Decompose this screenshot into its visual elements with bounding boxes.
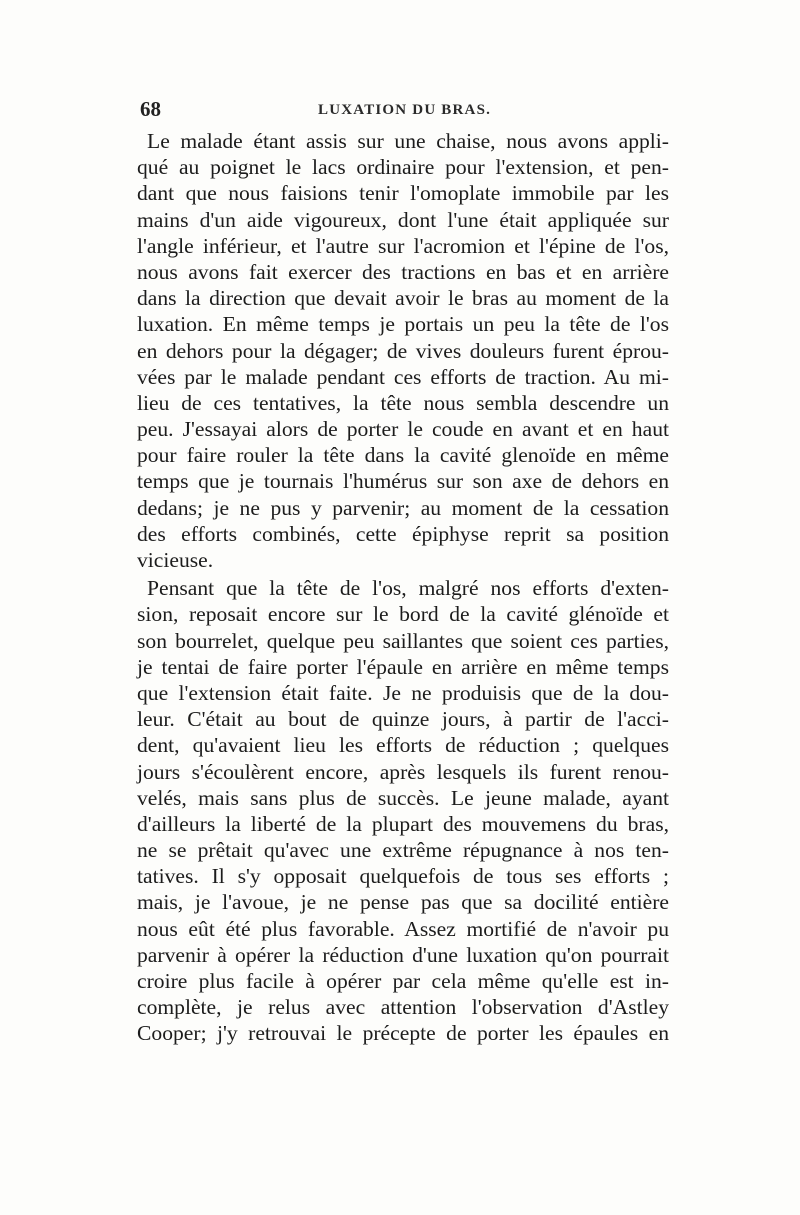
text-line: nous eût été plus favorable. Assez mortifié de n'avoir pu [137,916,669,941]
body-text [137,128,669,1047]
text-line: mais, je l'avoue, je ne pense pas que sa docilité entière [137,890,669,915]
text-line: dans la direction que devait avoir le bras au moment de la [137,286,669,311]
text-line: des efforts combinés, cette épiphyse reprit sa position [137,521,669,546]
page-header [140,97,670,127]
text-line: ne se prêtait qu'avec une extrême répugnance à nos ten- [137,838,669,863]
running-head: LUXATION DU BRAS. [318,102,492,118]
text-line: sion, reposait encore sur le bord de la cavité glénoïde et [137,602,669,627]
paragraph [137,128,669,573]
text-line: Le malade étant assis sur une chaise, nous avons appli- [147,129,669,153]
text-line: tatives. Il s'y opposait quelquefois de tous ses efforts ; [137,864,669,889]
text-line: jours s'écoulèrent encore, après lesquels ils furent renou- [137,759,669,784]
text-line: Cooper; j'y retrouvai le précepte de porter les épaules en [137,1021,669,1046]
text-line: dedans; je ne pus y parvenir; au moment de la cessation [137,495,669,520]
text-line: dant que nous faisions tenir l'omoplate immobile par les [137,181,669,206]
text-line: qué au poignet le lacs ordinaire pour l'extension, et pen- [137,155,669,180]
text-line: vicieuse. [137,548,214,572]
text-line: croire plus facile à opérer par cela même qu'elle est in- [137,969,669,993]
text-line: Pensant que la tête de l'os, malgré nos efforts d'exten- [147,576,669,601]
text-line: mains d'un aide vigoureux, dont l'une était appliquée sur [137,207,669,232]
page-number: 68 [140,97,161,121]
text-line: nous avons fait exercer des tractions en bas et en arrière [137,259,669,284]
text-line: peu. J'essayai alors de porter le coude en avant et en haut [137,417,669,442]
text-line: d'ailleurs la liberté de la plupart des mouvemens du bras, [137,811,669,836]
text-line: vées par le malade pendant ces efforts de traction. Au mi- [137,364,669,389]
text-line: dent, qu'avaient lieu les efforts de réduction ; quelques [137,733,669,758]
text-line: complète, je relus avec attention l'observation d'Astley [137,995,669,1020]
text-line: l'angle inférieur, et l'autre sur l'acromion et l'épine de l'os, [137,233,669,258]
text-line: lieu de ces tentatives, la tête nous sembla descendre un [137,390,669,415]
text-line: en dehors pour la dégager; de vives douleurs furent éprou- [137,338,669,363]
text-line: son bourrelet, quelque peu saillantes que soient ces parties, [137,628,669,653]
paragraph [137,575,669,1046]
text-line: temps que je tournais l'humérus sur son axe de dehors en [137,469,669,494]
text-line: que l'extension était faite. Je ne produisis que de la dou- [137,680,669,705]
text-line: parvenir à opérer la réduction d'une luxation qu'on pourrait [137,942,669,967]
text-line: pour faire rouler la tête dans la cavité glenoïde en même [137,443,669,468]
text-line: velés, mais sans plus de succès. Le jeune malade, ayant [137,785,669,810]
text-line: luxation. En même temps je portais un peu la tête de l'os [137,312,669,337]
text-line: je tentai de faire porter l'épaule en arrière en même temps [137,654,669,679]
text-line: leur. C'était au bout de quinze jours, à partir de l'acci- [137,707,669,732]
